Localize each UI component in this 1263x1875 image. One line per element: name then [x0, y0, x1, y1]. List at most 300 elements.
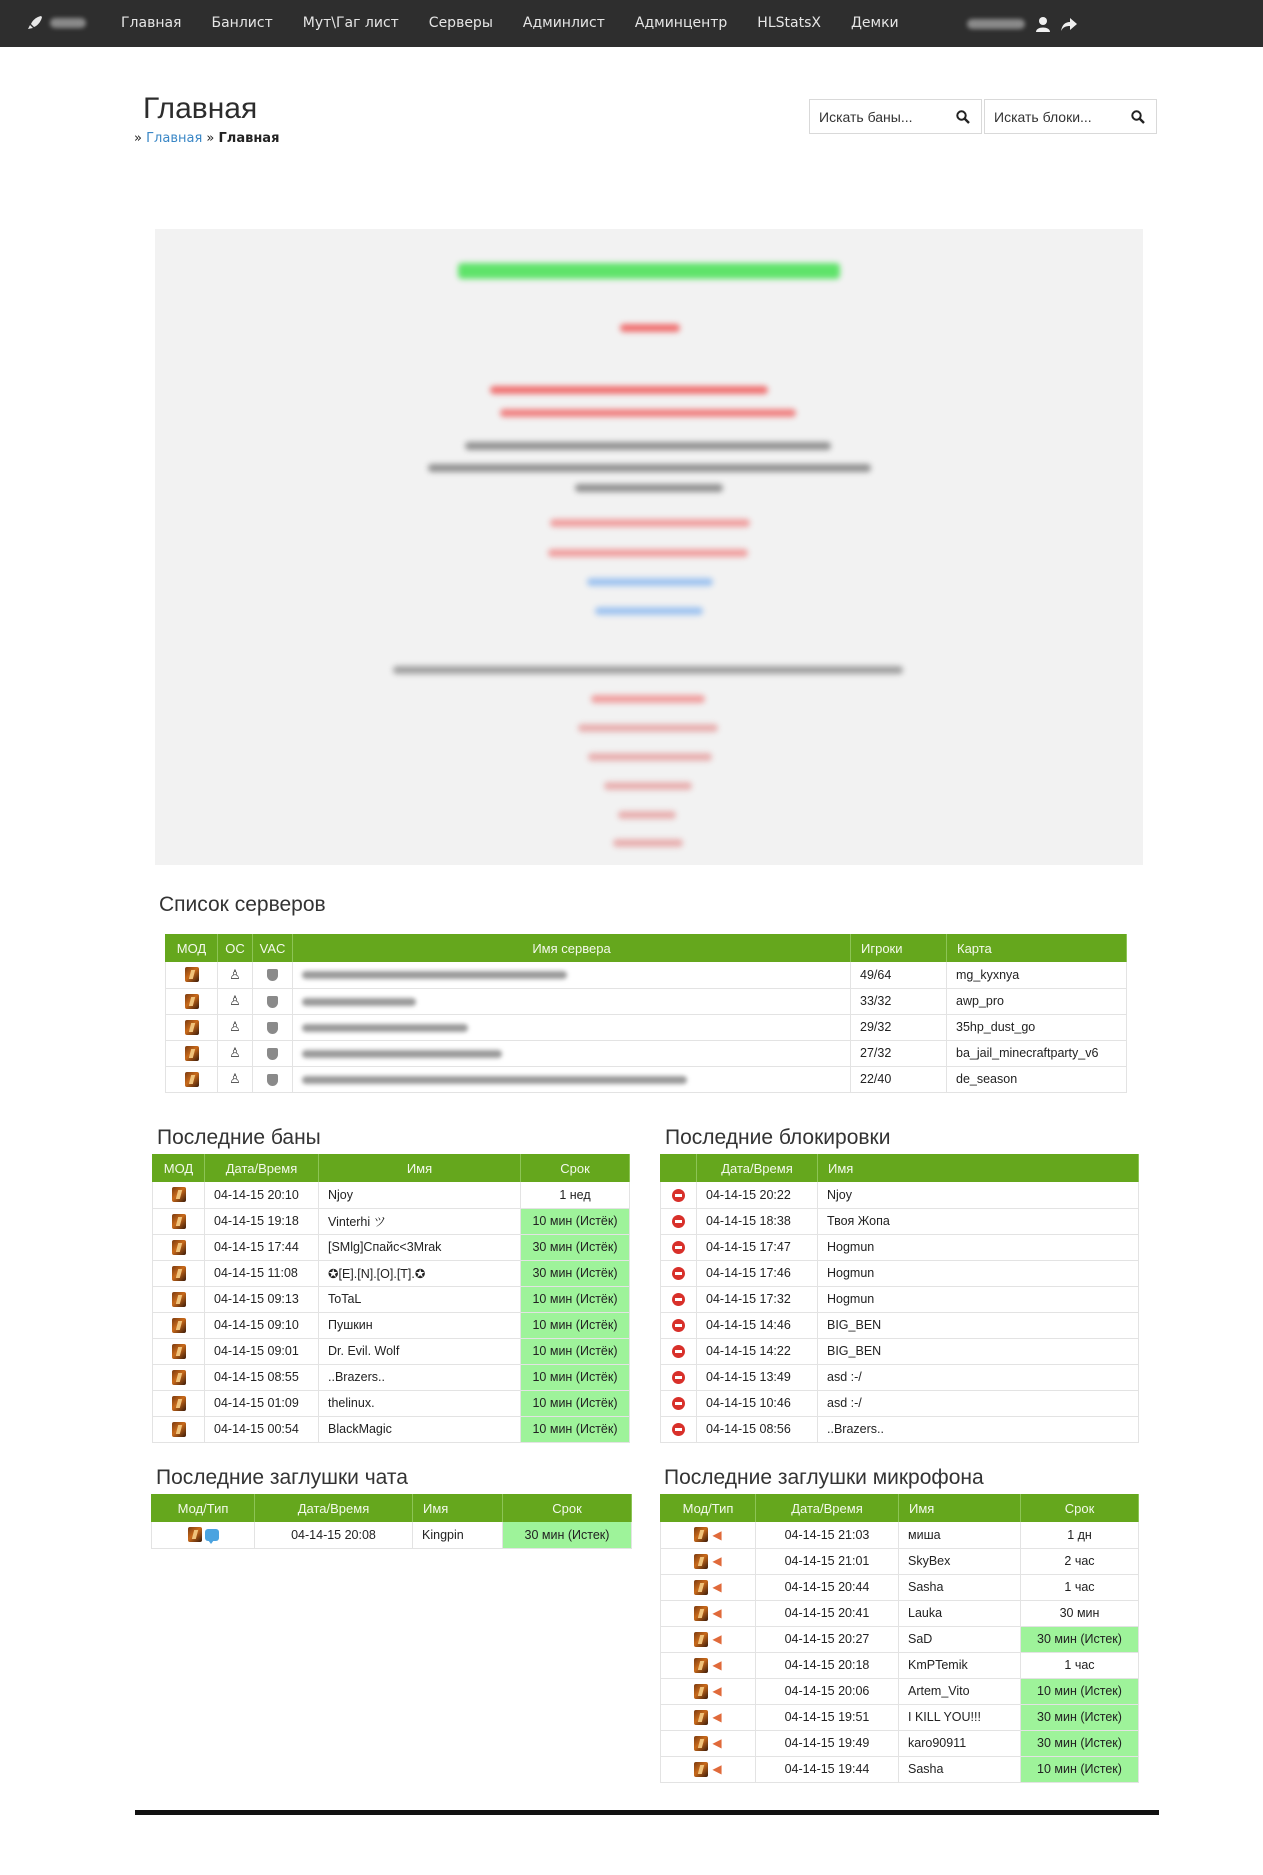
table-row[interactable]: [661, 1626, 1139, 1652]
name-cell: Njoy: [319, 1182, 521, 1208]
col-header-mod-type[interactable]: Мод/Тип: [661, 1494, 756, 1522]
game-mod-icon: [172, 1396, 186, 1411]
date-cell: 04-14-15 17:47: [697, 1234, 818, 1260]
name-cell: Kingpin: [413, 1522, 503, 1548]
name-cell: KmPTemik: [899, 1652, 1021, 1678]
vac-shield-icon: [267, 969, 278, 981]
block-icon: [672, 1189, 685, 1202]
table-row[interactable]: [153, 1286, 630, 1312]
date-cell: 04-14-15 17:32: [697, 1286, 818, 1312]
speaker-muted-icon: ◀: [712, 1580, 722, 1595]
game-mod-icon: [694, 1632, 708, 1647]
speaker-muted-icon: ◀: [712, 1632, 722, 1647]
block-icon-cell: [661, 1182, 697, 1208]
date-cell: 04-14-15 09:10: [205, 1312, 319, 1338]
col-header-mod[interactable]: МОД: [166, 934, 218, 962]
date-cell: 04-14-15 11:08: [205, 1260, 319, 1286]
col-header-server-name[interactable]: Имя сервера: [293, 934, 851, 962]
table-row[interactable]: [153, 1364, 630, 1390]
username-blurred[interactable]: [967, 19, 1025, 29]
search-blocks-input[interactable]: [985, 100, 1123, 133]
user-area: [967, 0, 1077, 47]
block-icon-cell: [661, 1260, 697, 1286]
block-icon-cell: [661, 1364, 697, 1390]
date-cell: 04-14-15 17:46: [697, 1260, 818, 1286]
col-header-name[interactable]: Имя: [319, 1154, 521, 1182]
table-row[interactable]: [661, 1600, 1139, 1626]
col-header-os[interactable]: ОС: [218, 934, 253, 962]
name-cell: Твоя Жопа: [818, 1208, 1139, 1234]
date-cell: 04-14-15 20:10: [205, 1182, 319, 1208]
term-cell-expired: 30 мин (Истек): [1021, 1704, 1139, 1730]
col-header-map[interactable]: Карта: [947, 934, 1127, 962]
game-mod-icon: [694, 1527, 708, 1542]
mod-cell: [166, 1066, 218, 1092]
name-cell: Vinterhi ツ: [319, 1208, 521, 1234]
mod-type-cell: [661, 1574, 756, 1600]
table-row[interactable]: [661, 1574, 1139, 1600]
game-mod-icon: [185, 1072, 199, 1087]
block-icon: [672, 1293, 685, 1306]
name-cell: ToTaL: [319, 1286, 521, 1312]
os-cell: [218, 1066, 253, 1092]
game-mod-icon: [694, 1736, 708, 1751]
servers-section-title: Список серверов: [159, 893, 326, 916]
speaker-muted-icon: ◀: [712, 1554, 722, 1569]
game-mod-icon: [185, 1020, 199, 1035]
term-cell-expired: 30 мин (Истёк): [521, 1260, 630, 1286]
vac-cell: [253, 1040, 293, 1066]
col-header-term[interactable]: Срок: [1021, 1494, 1139, 1522]
vac-cell: [253, 962, 293, 988]
blurred-text: [302, 1076, 687, 1084]
table-row[interactable]: [153, 1390, 630, 1416]
block-icon: [672, 1215, 685, 1228]
date-cell: 04-14-15 21:03: [756, 1522, 899, 1548]
date-cell: 04-14-15 19:18: [205, 1208, 319, 1234]
mod-cell: [153, 1286, 205, 1312]
table-row[interactable]: [153, 1234, 630, 1260]
term-cell: 30 мин: [1021, 1600, 1139, 1626]
game-mod-icon: [172, 1370, 186, 1385]
date-cell: 04-14-15 14:22: [697, 1338, 818, 1364]
table-row[interactable]: [661, 1678, 1139, 1704]
block-icon-cell: [661, 1234, 697, 1260]
date-cell: 04-14-15 21:01: [756, 1548, 899, 1574]
table-row[interactable]: [166, 1066, 1127, 1092]
game-mod-icon: [185, 1046, 199, 1061]
bans-section-title: Последние баны: [157, 1126, 321, 1149]
mod-cell: [166, 1040, 218, 1066]
term-cell: 1 час: [1021, 1574, 1139, 1600]
col-header-players[interactable]: Игроки: [851, 934, 947, 962]
game-mod-icon: [694, 1710, 708, 1725]
game-mod-icon: [172, 1422, 186, 1437]
name-cell: ..Brazers..: [319, 1364, 521, 1390]
date-cell: 04-14-15 01:09: [205, 1390, 319, 1416]
linux-icon: ♙: [229, 1071, 241, 1086]
blurred-welcome-text: [155, 229, 1143, 865]
breadcrumb-home-link[interactable]: Главная: [146, 131, 203, 146]
map-cell: awp_pro: [947, 988, 1127, 1014]
linux-icon: ♙: [229, 1019, 241, 1034]
vac-shield-icon: [267, 1074, 278, 1086]
date-cell: 04-14-15 20:18: [756, 1652, 899, 1678]
vac-cell: [253, 1014, 293, 1040]
game-mod-icon: [172, 1214, 186, 1229]
term-cell-expired: 10 мин (Истек): [1021, 1756, 1139, 1782]
name-cell: Njoy: [818, 1182, 1139, 1208]
game-mod-icon: [694, 1684, 708, 1699]
nav-item-adminlist[interactable]: Админлист: [522, 15, 605, 31]
rocket-icon: [26, 14, 44, 32]
col-header-name[interactable]: Имя: [818, 1154, 1139, 1182]
name-cell: Пушкин: [319, 1312, 521, 1338]
name-cell: karo90911: [899, 1730, 1021, 1756]
table-row[interactable]: [166, 1014, 1127, 1040]
game-mod-icon: [694, 1554, 708, 1569]
name-cell: ..Brazers..: [818, 1416, 1139, 1442]
col-header-term[interactable]: Срок: [521, 1154, 630, 1182]
block-icon: [672, 1319, 685, 1332]
game-mod-icon: [172, 1187, 186, 1202]
game-mod-icon: [694, 1762, 708, 1777]
players-cell: 33/32: [851, 988, 947, 1014]
chat-mutes-table: [151, 1494, 632, 1549]
col-header-datetime[interactable]: Дата/Время: [756, 1494, 899, 1522]
mod-cell: [166, 962, 218, 988]
table-row[interactable]: [166, 1040, 1127, 1066]
linux-icon: ♙: [229, 993, 241, 1008]
nav-item-hlstatsx[interactable]: HLStatsX: [757, 15, 821, 31]
breadcrumb-current: Главная: [218, 131, 280, 146]
term-cell: 2 час: [1021, 1548, 1139, 1574]
mod-cell: [166, 988, 218, 1014]
term-cell-expired: 10 мин (Истёк): [521, 1208, 630, 1234]
brand-name-blurred: [50, 18, 86, 28]
map-cell: mg_kyxnya: [947, 962, 1127, 988]
date-cell: 04-14-15 08:55: [205, 1364, 319, 1390]
name-cell: Sasha: [899, 1574, 1021, 1600]
players-cell: 27/32: [851, 1040, 947, 1066]
date-cell: 04-14-15 18:38: [697, 1208, 818, 1234]
name-cell: Artem_Vito: [899, 1678, 1021, 1704]
col-header-term[interactable]: Срок: [503, 1494, 632, 1522]
vac-shield-icon: [267, 1022, 278, 1034]
block-icon: [672, 1397, 685, 1410]
nav-item-banlist[interactable]: Банлист: [211, 15, 273, 31]
os-cell: [218, 1040, 253, 1066]
search-bans-box: [809, 99, 982, 134]
table-row[interactable]: [153, 1338, 630, 1364]
map-cell: de_season: [947, 1066, 1127, 1092]
name-cell: Lauka: [899, 1600, 1021, 1626]
block-icon-cell: [661, 1286, 697, 1312]
table-row[interactable]: [661, 1312, 1139, 1338]
os-cell: [218, 988, 253, 1014]
chat-mutes-section-title: Последние заглушки чата: [156, 1466, 408, 1489]
mod-type-cell: [661, 1522, 756, 1548]
mod-cell: [153, 1390, 205, 1416]
date-cell: 04-14-15 14:46: [697, 1312, 818, 1338]
mod-type-cell: [661, 1678, 756, 1704]
name-cell: SaD: [899, 1626, 1021, 1652]
table-row[interactable]: [166, 988, 1127, 1014]
date-cell: 04-14-15 20:08: [255, 1522, 413, 1548]
block-icon-cell: [661, 1312, 697, 1338]
mod-type-cell: [661, 1704, 756, 1730]
table-row[interactable]: [153, 1260, 630, 1286]
table-row[interactable]: [661, 1704, 1139, 1730]
main-nav: [106, 0, 914, 47]
term-cell-expired: 10 мин (Истёк): [521, 1416, 630, 1442]
term-cell-expired: 30 мин (Истек): [1021, 1730, 1139, 1756]
col-header-datetime[interactable]: Дата/Время: [255, 1494, 413, 1522]
nav-item-admincenter[interactable]: Админцентр: [634, 15, 728, 31]
col-header-datetime[interactable]: Дата/Время: [205, 1154, 319, 1182]
table-row[interactable]: [153, 1312, 630, 1338]
server-name-blurred[interactable]: [293, 988, 851, 1014]
mod-cell: [153, 1312, 205, 1338]
name-cell: BIG_BEN: [818, 1312, 1139, 1338]
vac-cell: [253, 988, 293, 1014]
nav-item-mutegag[interactable]: Мут\Гаг лист: [302, 15, 399, 31]
term-cell-expired: 10 мин (Истёк): [521, 1312, 630, 1338]
speaker-muted-icon: ◀: [712, 1762, 722, 1777]
name-cell: asd :-/: [818, 1390, 1139, 1416]
name-cell: Hogmun: [818, 1260, 1139, 1286]
chat-bubble-icon: [205, 1529, 219, 1541]
mic-mutes-table: [660, 1494, 1139, 1783]
os-cell: [218, 1014, 253, 1040]
table-row[interactable]: [661, 1338, 1139, 1364]
server-name-blurred[interactable]: [293, 962, 851, 988]
date-cell: 04-14-15 20:22: [697, 1182, 818, 1208]
blurred-text: [302, 1050, 502, 1058]
table-row[interactable]: [153, 1416, 630, 1442]
name-cell: SkyBex: [899, 1548, 1021, 1574]
name-cell: thelinux.: [319, 1390, 521, 1416]
linux-icon: ♙: [229, 1045, 241, 1060]
name-cell: Hogmun: [818, 1234, 1139, 1260]
term-cell-expired: 10 мин (Истёк): [521, 1364, 630, 1390]
block-icon-cell: [661, 1416, 697, 1442]
players-cell: 22/40: [851, 1066, 947, 1092]
term-cell-expired: 10 мин (Истёк): [521, 1390, 630, 1416]
table-row[interactable]: [661, 1260, 1139, 1286]
blocks-table: [660, 1154, 1139, 1443]
col-header-datetime[interactable]: Дата/Время: [697, 1154, 818, 1182]
table-row[interactable]: [153, 1182, 630, 1208]
date-cell: 04-14-15 20:41: [756, 1600, 899, 1626]
term-cell: 1 час: [1021, 1652, 1139, 1678]
mod-type-cell: [661, 1756, 756, 1782]
game-mod-icon: [188, 1527, 202, 1542]
mod-cell: [153, 1416, 205, 1442]
col-header-name[interactable]: Имя: [413, 1494, 503, 1522]
date-cell: 04-14-15 20:27: [756, 1626, 899, 1652]
table-row[interactable]: [661, 1756, 1139, 1782]
table-row[interactable]: [661, 1390, 1139, 1416]
block-icon-cell: [661, 1390, 697, 1416]
speaker-muted-icon: ◀: [712, 1684, 722, 1699]
speaker-muted-icon: ◀: [712, 1658, 722, 1673]
table-row[interactable]: [661, 1286, 1139, 1312]
col-header-mod-type[interactable]: Мод/Тип: [152, 1494, 255, 1522]
mod-type-cell: [661, 1652, 756, 1678]
mod-type-cell: [661, 1600, 756, 1626]
game-mod-icon: [172, 1240, 186, 1255]
nav-item-home[interactable]: Главная: [121, 15, 182, 31]
term-cell: 1 дн: [1021, 1522, 1139, 1548]
game-mod-icon: [694, 1606, 708, 1621]
table-row[interactable]: [661, 1548, 1139, 1574]
table-row[interactable]: [661, 1730, 1139, 1756]
search-bans-input[interactable]: [810, 100, 948, 133]
mic-mutes-section-title: Последние заглушки микрофона: [664, 1466, 984, 1489]
server-name-blurred[interactable]: [293, 1040, 851, 1066]
block-icon: [672, 1371, 685, 1384]
vac-shield-icon: [267, 1048, 278, 1060]
table-row[interactable]: [661, 1234, 1139, 1260]
block-icon-cell: [661, 1208, 697, 1234]
date-cell: 04-14-15 19:44: [756, 1756, 899, 1782]
mod-cell: [153, 1260, 205, 1286]
blurred-text: [302, 971, 567, 979]
date-cell: 04-14-15 19:49: [756, 1730, 899, 1756]
mod-cell: [153, 1338, 205, 1364]
date-cell: 04-14-15 13:49: [697, 1364, 818, 1390]
term-cell-expired: 30 мин (Истек): [503, 1522, 632, 1548]
table-row[interactable]: [166, 962, 1127, 988]
name-cell: I KILL YOU!!!: [899, 1704, 1021, 1730]
table-row[interactable]: [153, 1208, 630, 1234]
server-name-blurred[interactable]: [293, 1066, 851, 1092]
logout-icon[interactable]: [1061, 16, 1077, 32]
date-cell: 04-14-15 09:13: [205, 1286, 319, 1312]
col-header-icon: [661, 1154, 697, 1182]
col-header-name[interactable]: Имя: [899, 1494, 1021, 1522]
table-row[interactable]: [661, 1416, 1139, 1442]
term-cell-expired: 10 мин (Истёк): [521, 1338, 630, 1364]
col-header-vac[interactable]: VAC: [253, 934, 293, 962]
servers-table: [165, 934, 1127, 1093]
block-icon-cell: [661, 1338, 697, 1364]
name-cell: Sasha: [899, 1756, 1021, 1782]
mod-cell: [153, 1364, 205, 1390]
user-icon[interactable]: [1035, 16, 1051, 32]
blurred-text: [302, 998, 416, 1006]
search-icon[interactable]: [948, 110, 978, 124]
page-title: Главная: [143, 92, 258, 125]
server-name-blurred[interactable]: [293, 1014, 851, 1040]
name-cell: asd :-/: [818, 1364, 1139, 1390]
col-header-mod[interactable]: МОД: [153, 1154, 205, 1182]
mod-cell: [166, 1014, 218, 1040]
term-cell-expired: 30 мин (Истёк): [521, 1234, 630, 1260]
speaker-muted-icon: ◀: [712, 1527, 722, 1542]
blocks-section-title: Последние блокировки: [665, 1126, 891, 1149]
game-mod-icon: [172, 1266, 186, 1281]
date-cell: 04-14-15 17:44: [205, 1234, 319, 1260]
block-icon: [672, 1241, 685, 1254]
date-cell: 04-14-15 20:06: [756, 1678, 899, 1704]
mod-type-cell: [661, 1626, 756, 1652]
block-icon: [672, 1423, 685, 1436]
mod-type-cell: [152, 1522, 255, 1548]
term-cell: 1 нед: [521, 1182, 630, 1208]
table-row[interactable]: [661, 1364, 1139, 1390]
mod-cell: [153, 1182, 205, 1208]
brand-logo[interactable]: [26, 10, 96, 36]
speaker-muted-icon: ◀: [712, 1710, 722, 1725]
date-cell: 04-14-15 19:51: [756, 1704, 899, 1730]
term-cell-expired: 30 мин (Истек): [1021, 1626, 1139, 1652]
speaker-muted-icon: ◀: [712, 1736, 722, 1751]
map-cell: 35hp_dust_go: [947, 1014, 1127, 1040]
welcome-banner-blurred: [155, 229, 1143, 865]
mod-cell: [153, 1208, 205, 1234]
date-cell: 04-14-15 00:54: [205, 1416, 319, 1442]
table-row[interactable]: [661, 1522, 1139, 1548]
players-cell: 29/32: [851, 1014, 947, 1040]
vac-cell: [253, 1066, 293, 1092]
game-mod-icon: [172, 1344, 186, 1359]
name-cell: Dr. Evil. Wolf: [319, 1338, 521, 1364]
date-cell: 04-14-15 08:56: [697, 1416, 818, 1442]
game-mod-icon: [172, 1292, 186, 1307]
mod-type-cell: [661, 1730, 756, 1756]
footer-divider: [135, 1810, 1159, 1815]
mod-cell: [153, 1234, 205, 1260]
top-navbar: [0, 0, 1263, 47]
name-cell: BIG_BEN: [818, 1338, 1139, 1364]
search-icon[interactable]: [1123, 110, 1153, 124]
vac-shield-icon: [267, 996, 278, 1008]
date-cell: 04-14-15 20:44: [756, 1574, 899, 1600]
breadcrumb-separator: »: [134, 131, 142, 146]
players-cell: 49/64: [851, 962, 947, 988]
table-row[interactable]: [661, 1652, 1139, 1678]
block-icon: [672, 1267, 685, 1280]
nav-item-demos[interactable]: Демки: [850, 15, 899, 31]
breadcrumb-separator: »: [206, 131, 215, 146]
block-icon: [672, 1345, 685, 1358]
os-cell: [218, 962, 253, 988]
game-mod-icon: [185, 994, 199, 1009]
game-mod-icon: [694, 1580, 708, 1595]
breadcrumb: [134, 131, 279, 146]
game-mod-icon: [172, 1318, 186, 1333]
nav-item-servers[interactable]: Серверы: [428, 15, 493, 31]
table-row[interactable]: [152, 1522, 632, 1548]
table-row[interactable]: [661, 1182, 1139, 1208]
name-cell: Hogmun: [818, 1286, 1139, 1312]
date-cell: 04-14-15 09:01: [205, 1338, 319, 1364]
map-cell: ba_jail_minecraftparty_v6: [947, 1040, 1127, 1066]
speaker-muted-icon: ◀: [712, 1606, 722, 1621]
mod-type-cell: [661, 1548, 756, 1574]
name-cell: BlackMagic: [319, 1416, 521, 1442]
game-mod-icon: [185, 967, 199, 982]
name-cell: ✪[E].[N].[O].[T].✪: [319, 1260, 521, 1286]
date-cell: 04-14-15 10:46: [697, 1390, 818, 1416]
search-blocks-box: [984, 99, 1157, 134]
name-cell: [SMlg]Спайс<3Mrak: [319, 1234, 521, 1260]
table-row[interactable]: [661, 1208, 1139, 1234]
name-cell: миша: [899, 1522, 1021, 1548]
linux-icon: ♙: [229, 966, 241, 982]
